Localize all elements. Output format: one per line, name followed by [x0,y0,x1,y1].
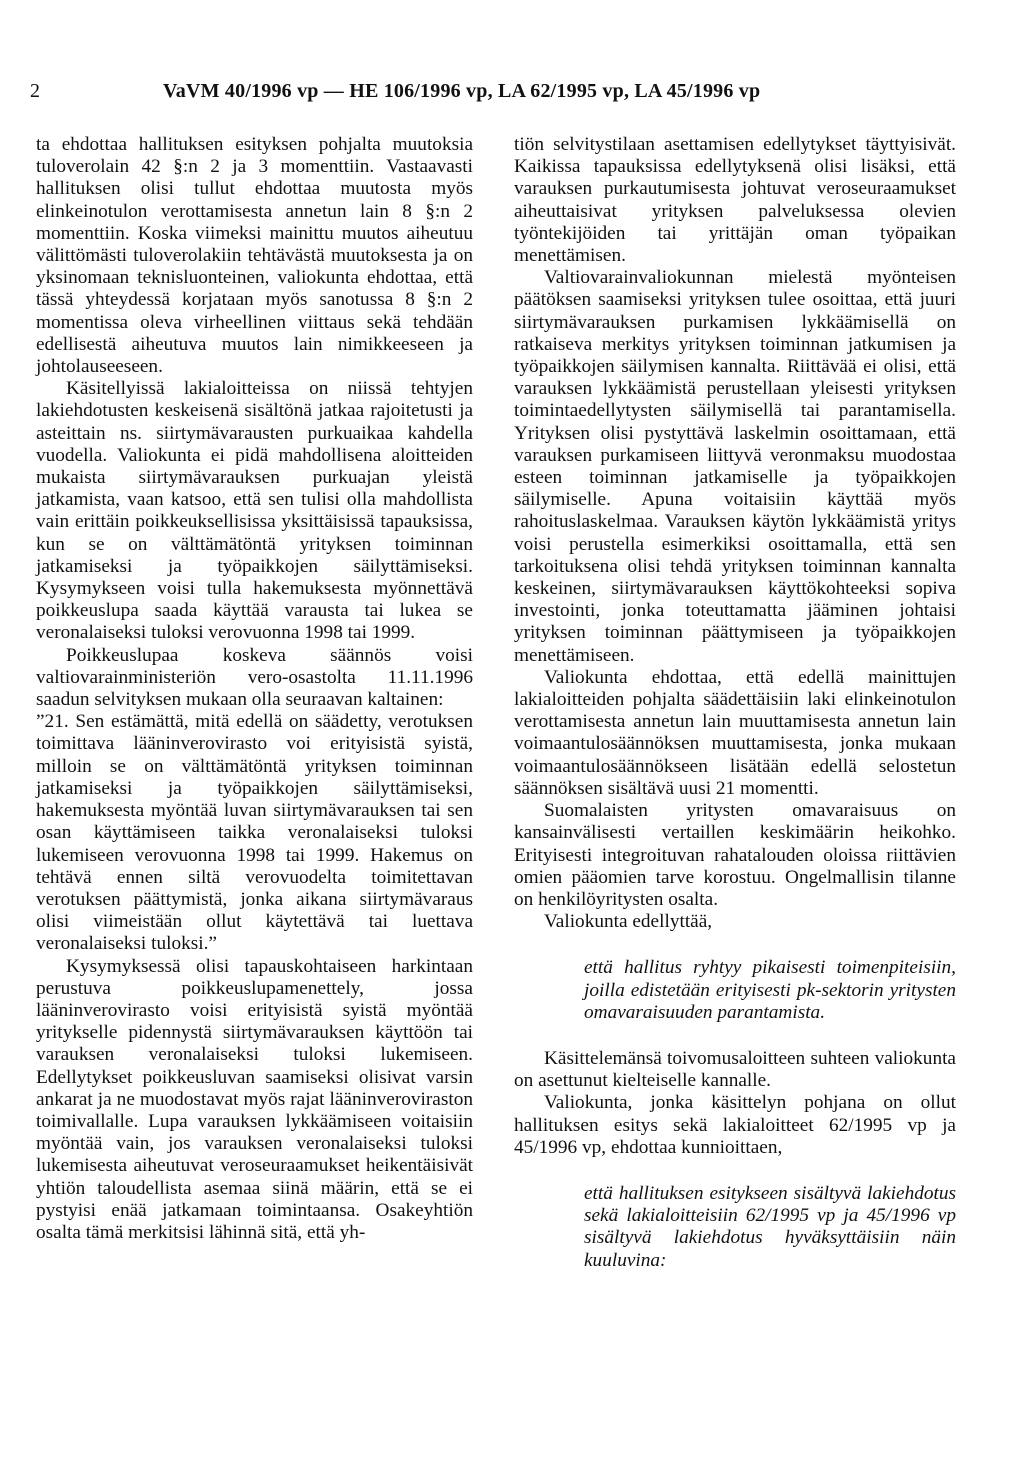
paragraph: Poikkeuslupaa koskeva säännös voisi valtiovarainministeriön vero-osastolta 11.11.1996 saadun selvityksen mukaan olla seuraavan kaltainen: [36,644,473,711]
quoted-provision: ”21. Sen estämättä, mitä edellä on säädetty, verotuksen toimittava lääninverovirasto voi erityisistä syistä, milloin se on välttämätöntä yrityksen toiminnan jatkamiseksi ja työpaikkojen säilyttämiseksi, hakemuksesta myöntää luvan siirtymävarauksen tai sen osan käyttämiseen taikka veronalaiseksi tuloksi lukemiseen verovuonna 1998 tai 1999. Hakemus on tehtävä ennen siltä verovuodelta toimitettavan verotuksen päättymistä, jonka aikana siirtymävaraus olisi viimeistään ollut käytettävä tai luettava veronalaiseksi tuloksi.” [36,711,473,955]
left-column [36,134,473,1244]
statement-conclusion: että hallituksen esitykseen sisältyvä lakiehdotus sekä lakialoitteisiin 62/1995 vp ja 45/1996 vp sisältyvä lakiehdotus hyväksyttäisiin näin kuuluvina: [584,1182,956,1271]
right-column [514,134,956,1272]
page-number: 2 [30,80,40,102]
paragraph: Käsittelemänsä toivomusaloitteen suhteen valiokunta on asettunut kielteiselle kannalle. [514,1047,956,1092]
page-header [30,80,990,108]
paragraph: Käsitellyissä lakialoitteissa on niissä tehtyjen lakiehdotusten keskeisenä sisältönä jatkaa rajoitetusti ja asteittain ns. siirtymävarausten purkuaikaa kahdella vuodella. Valiokunta ei pidä mahdollisena aloitteiden mukaista siirtymävarauksen purkuajan yleistä jatkamista, vaan katsoo, että sen tulisi olla mahdollista vain erittäin poikkeuksellisissa yksittäisissä tapauksissa, kun se on välttämätöntä yrityksen toiminnan jatkamiseksi ja työpaikkojen säilyttämiseksi. Kysymykseen voisi tulla hakemuksesta myönnettävä poikkeuslupa saada käyttää varausta tai lukea se veronalaiseksi tuloksi verovuonna 1998 tai 1999. [36,378,473,644]
paragraph: Valiokunta, jonka käsittelyn pohjana on ollut hallituksen esitys sekä lakialoitteet 62/1995 vp ja 45/1996 vp, ehdottaa kunnioittaen, [514,1092,956,1158]
paragraph: Valiokunta edellyttää, [544,911,713,933]
paragraph: Kysymyksessä olisi tapauskohtaiseen harkintaan perustuva poikkeuslupamenettely, jossa lääninverovirasto voisi erityisistä syistä myöntää yritykselle pidennystä siirtymävarauksen käyttöön tai varauksen veronalaiseksi tuloksi lukemiseen. Edellytykset poikkeusluvan saamiseksi olisivat varsin ankarat ja ne muodostavat myös rajat lääninveroviraston toimivallalle. Lupa varauksen lykkäämiseen voitaisiin myöntää vain, jos varauksen veronalaiseksi tuloksi lukemisesta aiheutuvat veroseuraamukset heikentäisivät yhtiön taloudellista asemaa siinä määrin, että se ei pystyisi enää jatkamaan toimintaansa. Osakeyhtiön osalta tämä merkitsisi lähinnä sitä, että yh- [36,955,473,1243]
paragraph: ta ehdottaa hallituksen esityksen pohjalta muutoksia tuloverolain 42 §:n 2 ja 3 momenttiin. Vastaavasti hallituksen olisi tullut ehdottaa muutosta myös elinkeinotulon verottamisesta annetun lain 8 §:n 2 momenttiin. Koska viimeksi mainittu muutos aiheutuu välittömästi tuloverolakiin tehtävästä muutoksesta ja on yksinomaan teknisluonteinen, valiokunta ehdottaa, että tässä yhteydessä korjataan myös sanotussa 8 §:n 2 momentissa oleva virheellinen viittaus sekä tehdään edellisestä aiheutuva muutos lain nimikkeeseen ja johtolauseeseen. [36,134,473,378]
running-head: VaVM 40/1996 vp — HE 106/1996 vp, LA 62/1995 vp, LA 45/1996 vp [163,80,761,102]
paragraph: Valtiovarainvaliokunnan mielestä myönteisen päätöksen saamiseksi yrityksen tulee osoittaa, että juuri siirtymävarauksen purkamisen lykkäämisellä on ratkaiseva merkitys yrityksen toiminnan jatkumisen ja työpaikkojen säilymisen kannalta. Riittävää ei olisi, että varauksen lykkäämistä perustellaan yleisesti yrityksen toimintaedellytysten säilymisellä tai parantamisella. Yrityksen olisi pystyttävä laskelmin osoittamaan, että varauksen purkamiseen liittyvä veronmaksu muodostaa esteen toiminnan jatkamiselle ja työpaikkojen säilymiselle. Apuna voitaisiin käyttää myös rahoituslaskelmaa. Varauksen käytön lykkäämistä yritys voisi perustella esimerkiksi osoittamalla, että sen tarkoituksena olisi tehdä yrityksen toiminnan kannalta keskeinen, siirtymävarauksen käyttökohteeksi sopiva investointi, jonka toteuttamatta jääminen johtaisi yrityksen toiminnan päättymiseen ja työpaikkojen menettämiseen. [514,267,956,666]
paragraph: Suomalaisten yritysten omavaraisuus on kansainvälisesti vertaillen keskimäärin heikohko. Erityisesti integroituvan rahatalouden oloissa riittävien omien pääomien tarve korostuu. Ongelmallisin tilanne on henkilöyritysten osalta. [514,800,956,910]
statement-proposal: että hallitus ryhtyy pikaisesti toimenpiteisiin, joilla edistetään erityisesti pk-sektorin yritysten omavaraisuuden parantamista. [584,957,956,1023]
paragraph: Valiokunta ehdottaa, että edellä mainittujen lakialoitteiden pohjalta säädettäisiin laki elinkeinotulon verottamisesta annetun lain muuttamisesta annetun lain voimaantulosäännöksen muuttamisesta, jonka mukaan voimaantulosäännökseen lisätään edellä selostetun säännöksen sisältävä uusi 21 momentti. [514,666,956,799]
paragraph: tiön selvitystilaan asettamisen edellytykset täyttyisivät. Kaikissa tapauksissa edellytyksenä olisi lisäksi, että varauksen purkautumisesta johtuvat veroseuraamukset aiheuttaisivat yrityksen palveluksessa olevien työntekijöiden tai yrittäjän oman työpaikan menettämisen. [514,134,956,267]
